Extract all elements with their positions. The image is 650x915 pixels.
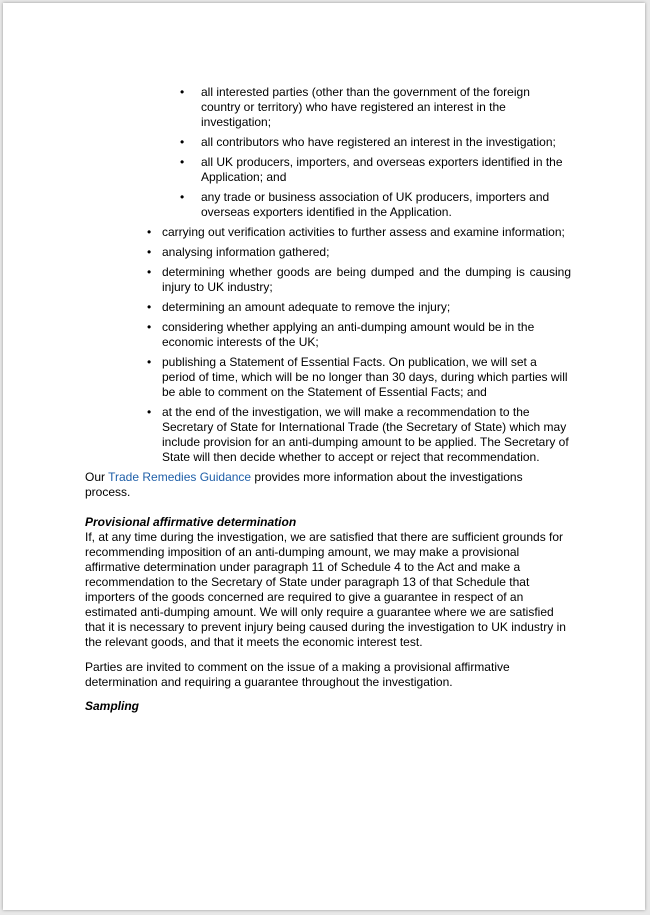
main-bullet-item: • considering whether applying an anti-dumping amount would be in the economic interests of the UK; (162, 320, 571, 350)
guidance-prefix: Our (85, 470, 109, 484)
provisional-paragraph: If, at any time during the investigation, we are satisfied that there are sufficient grounds for recommending imposition of an anti-dumping amount, we may make a provisional affirmative determination under paragraph 11 of Schedule 4 to the Act and make a recommendation to the Secretary of State under paragraph 13 of that Schedule that importers of the goods concerned are required to give a guarantee in respect of an estimated anti-dumping amount. We will only require a guarantee where we are satisfied that it is necessary to prevent injury being caused during the investigation to UK industry in the relevant goods, and that it meets the economic interest test. (85, 530, 566, 649)
sub-bullet-item: • all UK producers, importers, and overseas exporters identified in the Application; and (201, 155, 571, 185)
trade-remedies-guidance-link[interactable]: Trade Remedies Guidance (108, 470, 252, 484)
page-content (85, 85, 571, 714)
document-page (3, 3, 645, 910)
main-bullet-item: • carrying out verification activities to further assess and examine information; (162, 225, 571, 240)
main-bullet-item: • publishing a Statement of Essential Facts. On publication, we will set a period of time, which will be no longer than 30 days, during which parties will be able to comment on the Statement of Essential Facts; and (162, 355, 571, 400)
main-bullet-list (85, 225, 571, 465)
sampling-heading: Sampling (85, 699, 140, 713)
sub-bullet-list (85, 85, 571, 220)
provisional-heading: Provisional affirmative determination (85, 515, 297, 529)
main-bullet-item: • analysing information gathered; (162, 245, 571, 260)
comment-paragraph: Parties are invited to comment on the issue of a making a provisional affirmative determination and requiring a guarantee throughout the investigation. (85, 660, 510, 689)
sub-bullet-item: • any trade or business association of UK producers, importers and overseas exporters identified in the Application. (201, 190, 571, 220)
guidance-paragraph (85, 470, 571, 500)
main-bullet-item: • at the end of the investigation, we will make a recommendation to the Secretary of State for International Trade (the Secretary of State) which may include provision for an anti-dumping amount to be applied. The Secretary of State will then decide whether to accept or reject that recommendation. (162, 405, 571, 465)
sub-bullet-item: • all interested parties (other than the government of the foreign country or territory) who have registered an interest in the investigation; (201, 85, 571, 130)
main-bullet-item: • determining an amount adequate to remove the injury; (162, 300, 571, 315)
main-bullet-item: • determining whether goods are being dumped and the dumping is causing injury to UK industry; (162, 265, 571, 295)
sub-bullet-item: • all contributors who have registered an interest in the investigation; (201, 135, 571, 150)
guidance-suffix: provides more information about the investigations process. (85, 470, 523, 499)
